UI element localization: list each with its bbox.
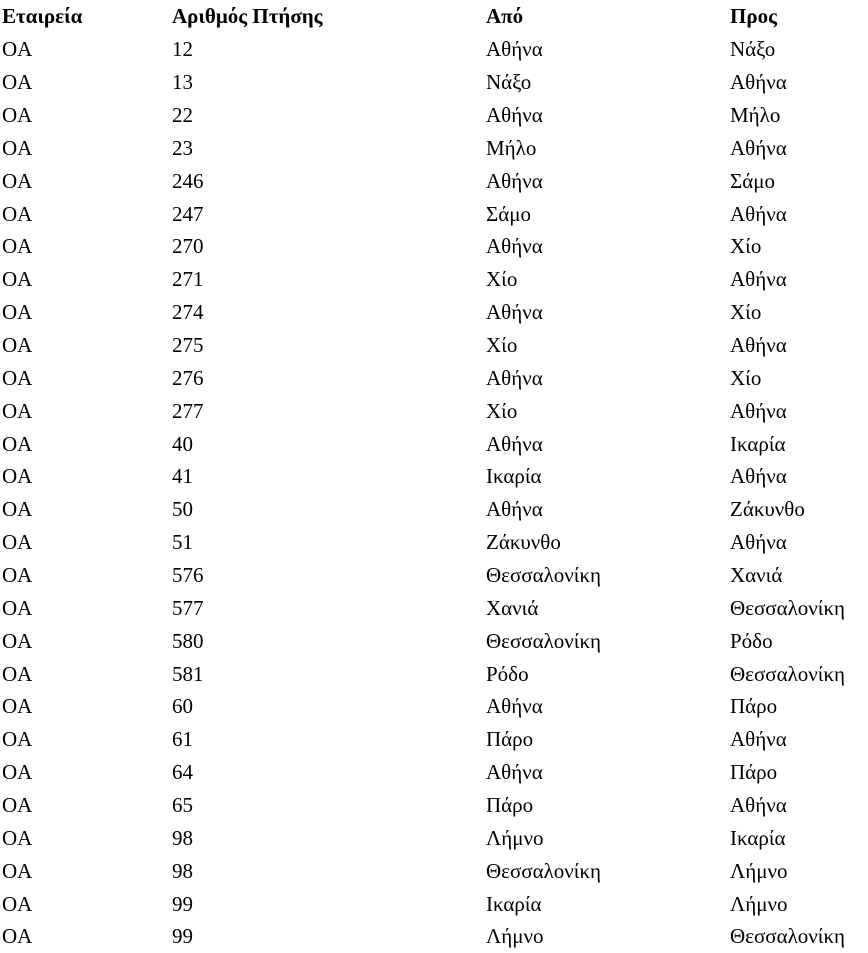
- cell-from: Αθήνα: [486, 168, 543, 193]
- table-row: [0, 789, 868, 822]
- table-row: [0, 99, 868, 132]
- cell-flight-number: 12: [172, 37, 193, 62]
- cell-flight-number: 51: [172, 530, 193, 555]
- cell-flight-number: 276: [172, 365, 204, 390]
- cell-company: OA: [2, 595, 33, 620]
- cell-to: Ικαρία: [730, 431, 786, 456]
- cell-to: Σάμο: [730, 168, 775, 193]
- cell-company: OA: [2, 267, 33, 292]
- cell-to: Ζάκυνθο: [730, 497, 805, 522]
- table-row: [0, 559, 868, 592]
- cell-company: OA: [2, 333, 33, 358]
- cell-flight-number: 247: [172, 201, 204, 226]
- header-from: Από: [486, 4, 524, 29]
- cell-from: Αθήνα: [486, 300, 543, 325]
- cell-from: Χίο: [486, 333, 518, 358]
- cell-from: Χίο: [486, 398, 518, 423]
- cell-company: OA: [2, 727, 33, 752]
- cell-company: OA: [2, 530, 33, 555]
- cell-company: OA: [2, 760, 33, 785]
- cell-flight-number: 275: [172, 333, 204, 358]
- cell-flight-number: 23: [172, 135, 193, 160]
- table-row: [0, 131, 868, 164]
- cell-company: OA: [2, 70, 33, 95]
- cell-company: OA: [2, 365, 33, 390]
- cell-to: Αθήνα: [730, 267, 787, 292]
- table-body: [0, 33, 868, 953]
- cell-company: OA: [2, 694, 33, 719]
- cell-to: Πάρο: [730, 694, 778, 719]
- cell-company: OA: [2, 103, 33, 127]
- cell-to: Αθήνα: [730, 727, 787, 752]
- table-row: [0, 33, 868, 66]
- cell-to: Θεσσαλονίκη: [730, 595, 846, 620]
- cell-flight-number: 270: [172, 234, 204, 259]
- header-row: [0, 0, 868, 33]
- cell-from: Αθήνα: [486, 365, 543, 390]
- cell-company: OA: [2, 825, 33, 850]
- cell-from: Αθήνα: [486, 497, 543, 522]
- cell-from: Σάμο: [486, 201, 531, 226]
- cell-to: Νάξο: [730, 37, 776, 62]
- table-row: [0, 723, 868, 756]
- cell-to: Αθήνα: [730, 464, 787, 489]
- cell-to: Θεσσαλονίκη: [730, 924, 846, 949]
- cell-from: Λήμνο: [486, 825, 544, 850]
- cell-to: Αθήνα: [730, 398, 787, 423]
- cell-from: Λήμνο: [486, 924, 544, 949]
- cell-to: Λήμνο: [730, 891, 788, 916]
- table-row: [0, 756, 868, 789]
- cell-flight-number: 99: [172, 924, 193, 949]
- cell-flight-number: 41: [172, 464, 193, 489]
- cell-company: OA: [2, 924, 33, 949]
- cell-from: Χανιά: [486, 595, 539, 620]
- cell-company: OA: [2, 497, 33, 522]
- cell-to: Λήμνο: [730, 858, 788, 883]
- table-row: [0, 394, 868, 427]
- cell-from: Αθήνα: [486, 37, 543, 62]
- cell-flight-number: 271: [172, 267, 204, 292]
- cell-to: Αθήνα: [730, 530, 787, 555]
- cell-to: Χίο: [730, 300, 762, 325]
- cell-to: Αθήνα: [730, 333, 787, 358]
- cell-from: Νάξο: [486, 70, 532, 95]
- cell-company: OA: [2, 234, 33, 259]
- cell-company: OA: [2, 300, 33, 325]
- table-row: [0, 657, 868, 690]
- cell-flight-number: 274: [172, 300, 204, 325]
- cell-from: Αθήνα: [486, 760, 543, 785]
- cell-from: Θεσσαλονίκη: [486, 858, 602, 883]
- cell-flight-number: 60: [172, 694, 193, 719]
- cell-company: OA: [2, 563, 33, 588]
- table-row: [0, 66, 868, 99]
- cell-flight-number: 277: [172, 398, 204, 423]
- cell-flight-number: 61: [172, 727, 193, 752]
- cell-flight-number: 98: [172, 858, 193, 883]
- cell-to: Μήλο: [730, 103, 781, 127]
- cell-flight-number: 99: [172, 891, 193, 916]
- table-row: [0, 591, 868, 624]
- table-row: [0, 164, 868, 197]
- cell-from: Θεσσαλονίκη: [486, 563, 602, 588]
- cell-from: Χίο: [486, 267, 518, 292]
- table-row: [0, 493, 868, 526]
- cell-company: OA: [2, 464, 33, 489]
- cell-flight-number: 22: [172, 103, 193, 127]
- table-row: [0, 296, 868, 329]
- table-row: [0, 460, 868, 493]
- cell-company: OA: [2, 661, 33, 686]
- cell-from: Ζάκυνθο: [486, 530, 561, 555]
- cell-company: OA: [2, 858, 33, 883]
- table-row: [0, 427, 868, 460]
- cell-to: Ικαρία: [730, 825, 786, 850]
- cell-flight-number: 64: [172, 760, 193, 785]
- cell-from: Ρόδο: [486, 661, 529, 686]
- cell-flight-number: 40: [172, 431, 193, 456]
- cell-company: OA: [2, 37, 33, 62]
- cell-company: OA: [2, 793, 33, 818]
- table-row: [0, 361, 868, 394]
- cell-company: OA: [2, 168, 33, 193]
- cell-flight-number: 13: [172, 70, 193, 95]
- cell-flight-number: 98: [172, 825, 193, 850]
- cell-to: Χίο: [730, 365, 762, 390]
- table-row: [0, 263, 868, 296]
- cell-to: Πάρο: [730, 760, 778, 785]
- cell-from: Αθήνα: [486, 431, 543, 456]
- table-row: [0, 624, 868, 657]
- cell-flight-number: 580: [172, 628, 204, 653]
- cell-flight-number: 246: [172, 168, 204, 193]
- table-row: [0, 690, 868, 723]
- cell-flight-number: 576: [172, 563, 204, 588]
- cell-from: Θεσσαλονίκη: [486, 628, 602, 653]
- table-row: [0, 526, 868, 559]
- cell-flight-number: 50: [172, 497, 193, 522]
- cell-from: Πάρο: [486, 793, 534, 818]
- cell-from: Μήλο: [486, 135, 537, 160]
- cell-from: Αθήνα: [486, 234, 543, 259]
- cell-from: Ικαρία: [486, 891, 542, 916]
- cell-flight-number: 581: [172, 661, 204, 686]
- cell-from: Ικαρία: [486, 464, 542, 489]
- table-row: [0, 821, 868, 854]
- cell-flight-number: 577: [172, 595, 204, 620]
- cell-from: Αθήνα: [486, 103, 543, 127]
- cell-to: Αθήνα: [730, 70, 787, 95]
- cell-company: OA: [2, 891, 33, 916]
- cell-to: Ρόδο: [730, 628, 773, 653]
- cell-company: OA: [2, 135, 33, 160]
- cell-to: Αθήνα: [730, 201, 787, 226]
- cell-to: Αθήνα: [730, 793, 787, 818]
- cell-company: OA: [2, 201, 33, 226]
- cell-to: Θεσσαλονίκη: [730, 661, 846, 686]
- cell-company: OA: [2, 431, 33, 456]
- cell-from: Πάρο: [486, 727, 534, 752]
- cell-to: Αθήνα: [730, 135, 787, 160]
- cell-flight-number: 65: [172, 793, 193, 818]
- header-flight-number: Αριθμός Πτήσης: [172, 4, 323, 29]
- cell-to: Χανιά: [730, 563, 783, 588]
- table-row: [0, 854, 868, 887]
- table-row: [0, 197, 868, 230]
- header-company: Εταιρεία: [2, 4, 83, 29]
- table-row: [0, 887, 868, 920]
- cell-from: Αθήνα: [486, 694, 543, 719]
- cell-company: OA: [2, 628, 33, 653]
- table-row: [0, 329, 868, 362]
- table-row: [0, 230, 868, 263]
- header-to: Προς: [730, 4, 777, 29]
- cell-company: OA: [2, 398, 33, 423]
- cell-to: Χίο: [730, 234, 762, 259]
